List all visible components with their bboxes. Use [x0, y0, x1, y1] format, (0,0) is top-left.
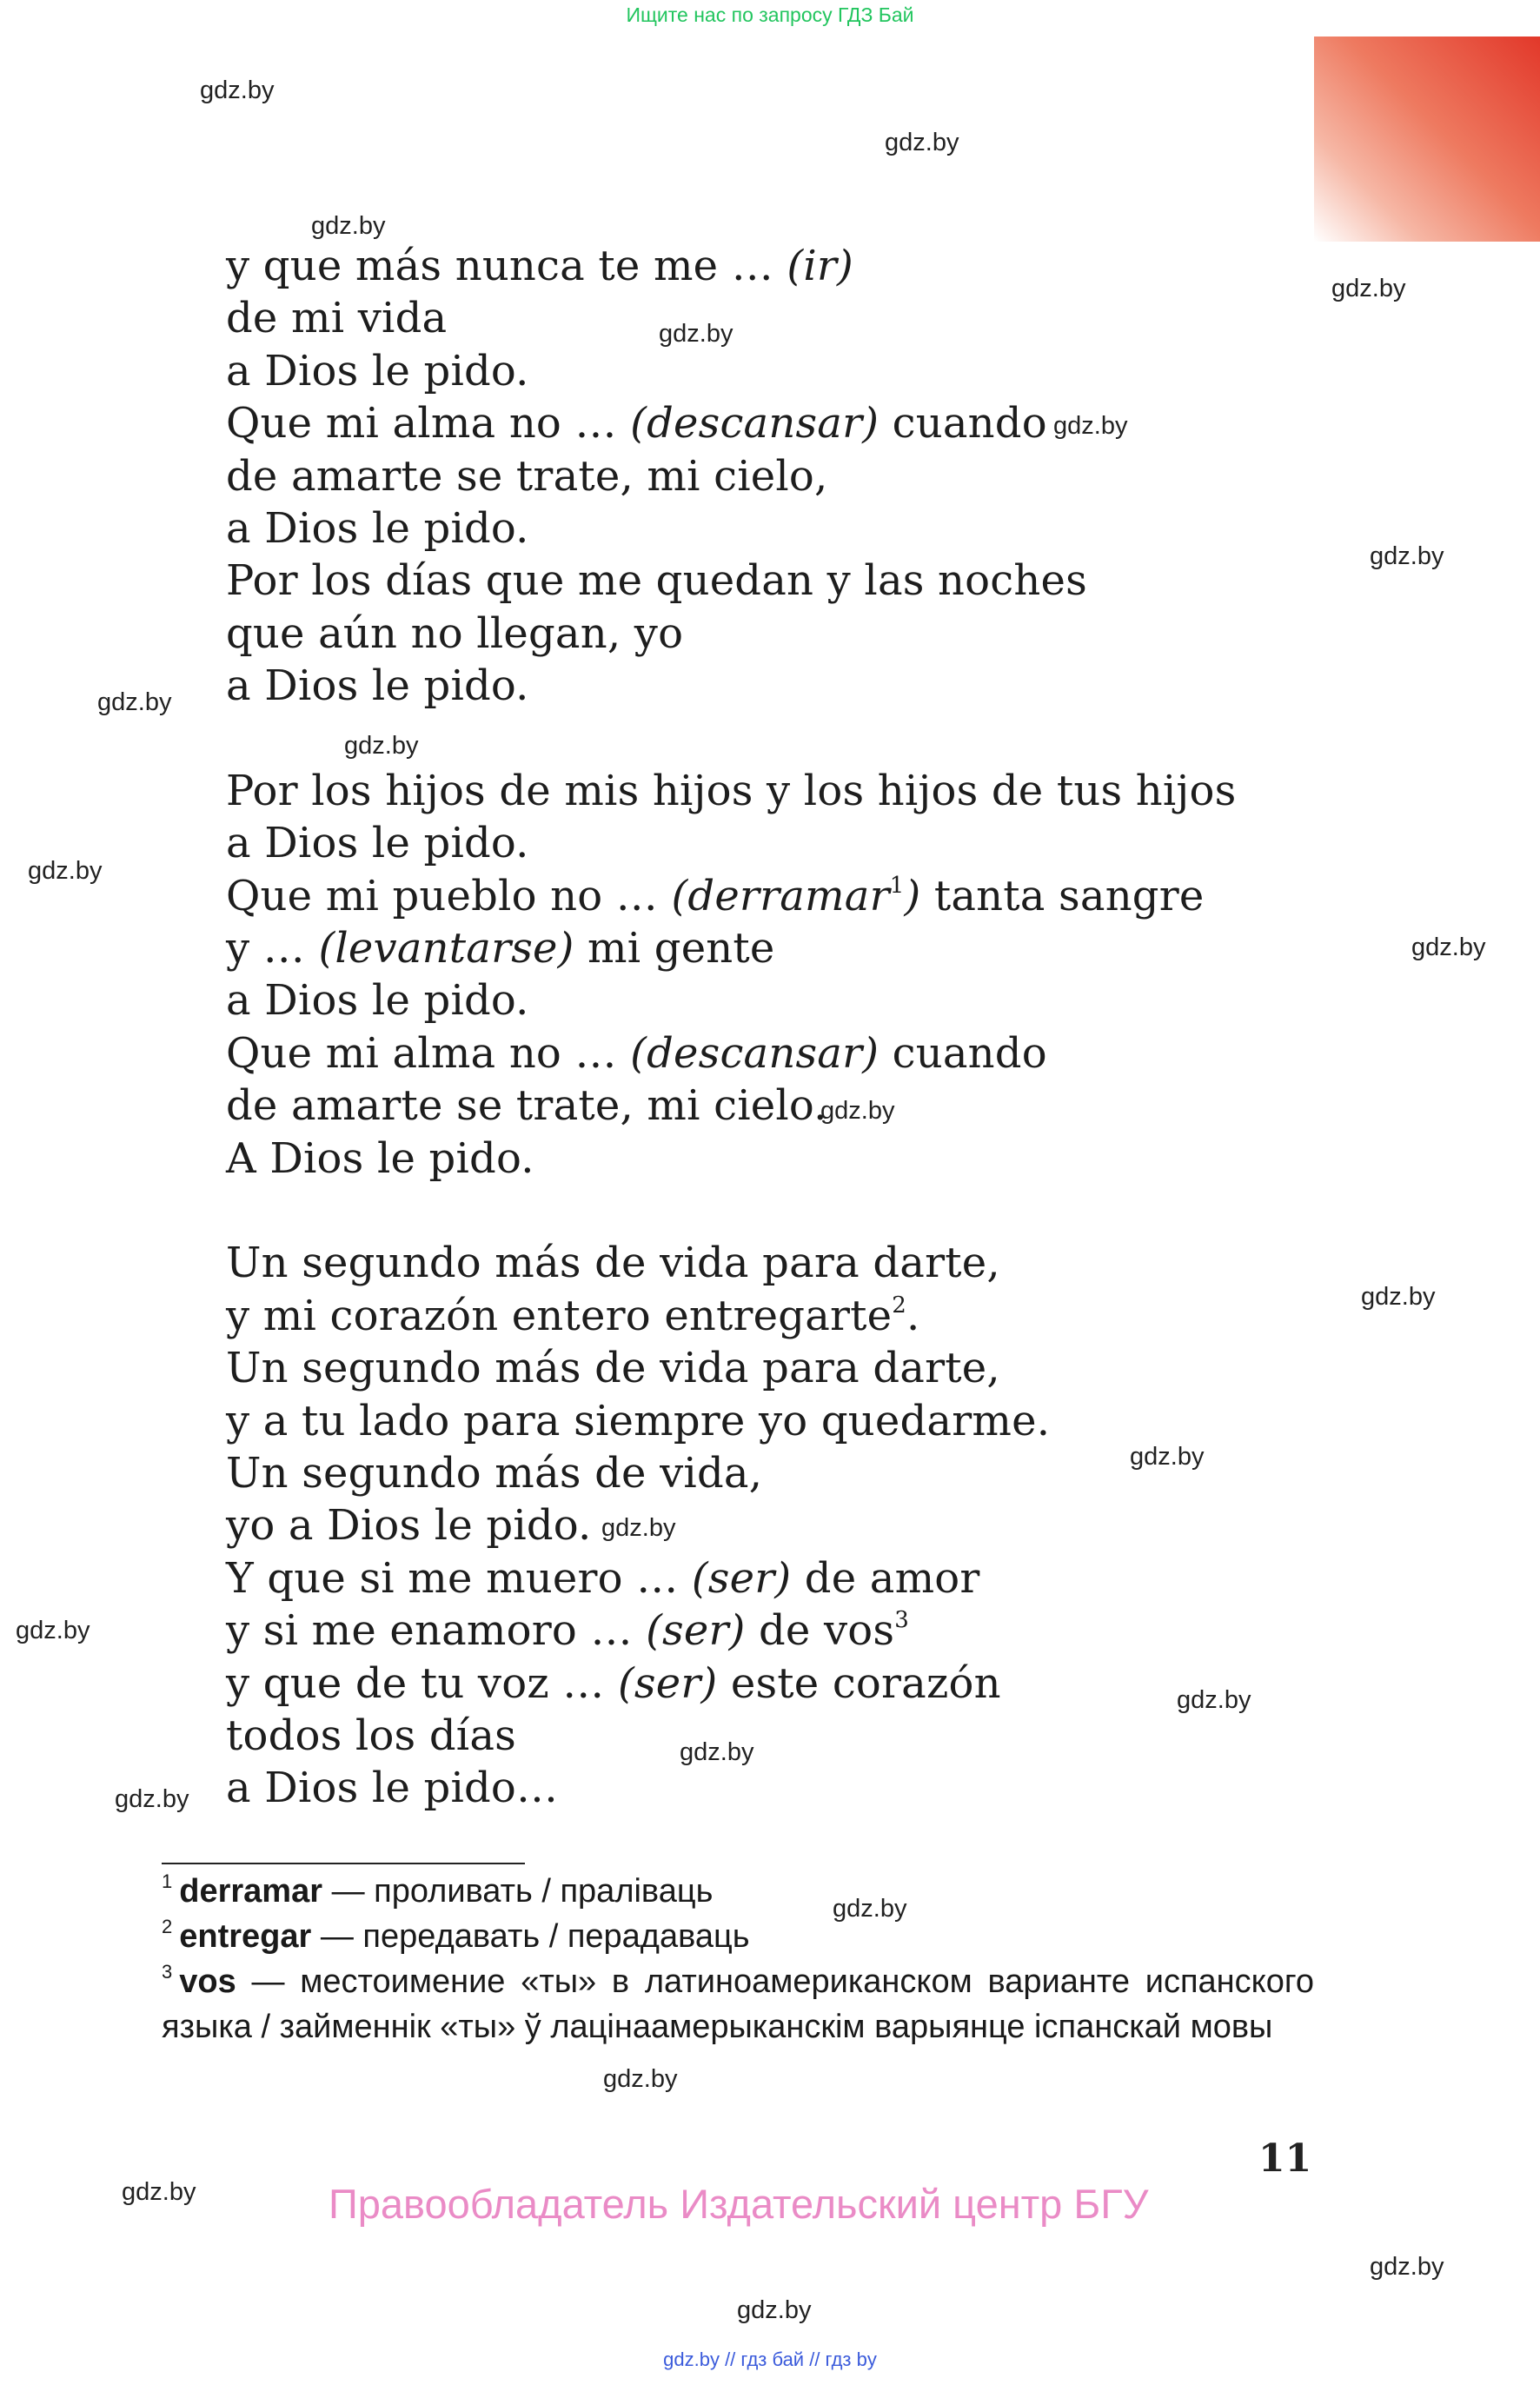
footnote-ref: 3 [894, 1607, 909, 1634]
poem-line: Que mi pueblo no … (derramar$^1$) tanta sangre [226, 871, 1205, 920]
poem-line: Un segundo más de vida para darte, [226, 1344, 1000, 1393]
watermark: gdz.by [1331, 275, 1406, 302]
footnote: $^1$ derramar — проливать / праліваць [162, 1870, 714, 1910]
watermark: gdz.by [1053, 412, 1128, 440]
poem-line: y mi corazón entero entregarte$^2$. [226, 1291, 920, 1340]
watermark: gdz.by [122, 2178, 196, 2206]
poem-line: y que más nunca te me … (ir) [226, 242, 853, 290]
footnote: $^3$ vos — местоимение «ты» в латиноамериканском варианте испанского языка / займеннік «ты» ў лацінаамерыканскім варыянце іспанскай мовы [162, 1961, 1314, 2045]
watermark: gdz.by [115, 1785, 189, 1813]
watermark: gdz.by [820, 1097, 895, 1125]
poem-line: y que de tu voz … (ser) este corazón [226, 1658, 1001, 1708]
copyright-notice: Правообладатель Издательский центр БГУ [329, 2181, 1149, 2227]
footnote-ref: 1 [889, 872, 905, 899]
watermark: gdz.by [16, 1617, 90, 1644]
watermark: gdz.by [200, 76, 275, 104]
footer-links[interactable]: gdz.by // гдз бай // гдз by [663, 2348, 877, 2370]
watermark: gdz.by [737, 2296, 812, 2324]
poem-line: A Dios le pido. [226, 1133, 534, 1183]
watermark: gdz.by [1361, 1283, 1436, 1311]
watermark: gdz.by [659, 320, 733, 348]
watermark: gdz.by [680, 1738, 754, 1766]
watermark: gdz.by [1370, 2253, 1444, 2281]
watermark: gdz.by [1130, 1443, 1205, 1471]
watermark: gdz.by [344, 732, 419, 760]
poem-line: que aún no llegan, yo [226, 608, 684, 658]
poem-line: Que mi alma no … (descansar) cuando [226, 399, 1047, 448]
footnote-ref: 2 [892, 1292, 907, 1319]
watermark: gdz.by [28, 857, 103, 885]
poem-line: a Dios le pido. [226, 503, 529, 553]
footnote-divider [162, 1863, 525, 1864]
watermark: gdz.by [601, 1514, 676, 1542]
poem-line: de mi vida [226, 294, 448, 343]
watermark: gdz.by [1411, 933, 1486, 961]
stanza-gap [226, 1185, 1304, 1237]
poem-line: Y que si me muero … (ser) de amor [226, 1553, 980, 1603]
poem-line: Un segundo más de vida, [226, 1448, 763, 1498]
poem-line: todos los días [226, 1711, 516, 1760]
page-number: 11 [1258, 2136, 1312, 2181]
poem-line: Que mi alma no … (descansar) cuando [226, 1028, 1047, 1078]
poem-line: Por los hijos de mis hijos y los hijos de tus hijos [226, 766, 1237, 815]
poem-line: a Dios le pido… [226, 1764, 559, 1813]
watermark: gdz.by [97, 688, 172, 716]
poem-line: Un segundo más de vida para darte, [226, 1239, 1000, 1288]
watermark: gdz.by [311, 212, 386, 240]
poem [226, 240, 1304, 1815]
watermark: gdz.by [833, 1895, 907, 1923]
watermark: gdz.by [1370, 542, 1444, 570]
poem-line: de amarte se trate, mi cielo, [226, 451, 828, 501]
watermark: gdz.by [1177, 1686, 1251, 1714]
corner-decoration [1314, 37, 1540, 242]
poem-line: a Dios le pido. [226, 661, 529, 711]
top-banner[interactable]: Ищите нас по запросу ГДЗ Бай [626, 3, 914, 26]
footnotes [162, 1869, 1314, 2050]
watermark: gdz.by [603, 2065, 678, 2093]
poem-line: y si me enamoro … (ser) de vos$^3$ [226, 1606, 909, 1656]
footnote: $^2$ entregar — передавать / перадаваць [162, 1916, 750, 1955]
poem-line: a Dios le pido. [226, 346, 529, 395]
poem-line: Por los días que me quedan y las noches [226, 556, 1087, 606]
poem-line: yo a Dios le pido. [226, 1501, 592, 1551]
poem-line: de amarte se trate, mi cielo. [226, 1081, 827, 1131]
watermark: gdz.by [885, 129, 959, 156]
poem-line: y … (levantarse) mi gente [226, 924, 775, 973]
poem-line: a Dios le pido. [226, 819, 529, 868]
poem-line: y a tu lado para siempre yo quedarme. [226, 1396, 1051, 1445]
poem-line: a Dios le pido. [226, 976, 529, 1026]
